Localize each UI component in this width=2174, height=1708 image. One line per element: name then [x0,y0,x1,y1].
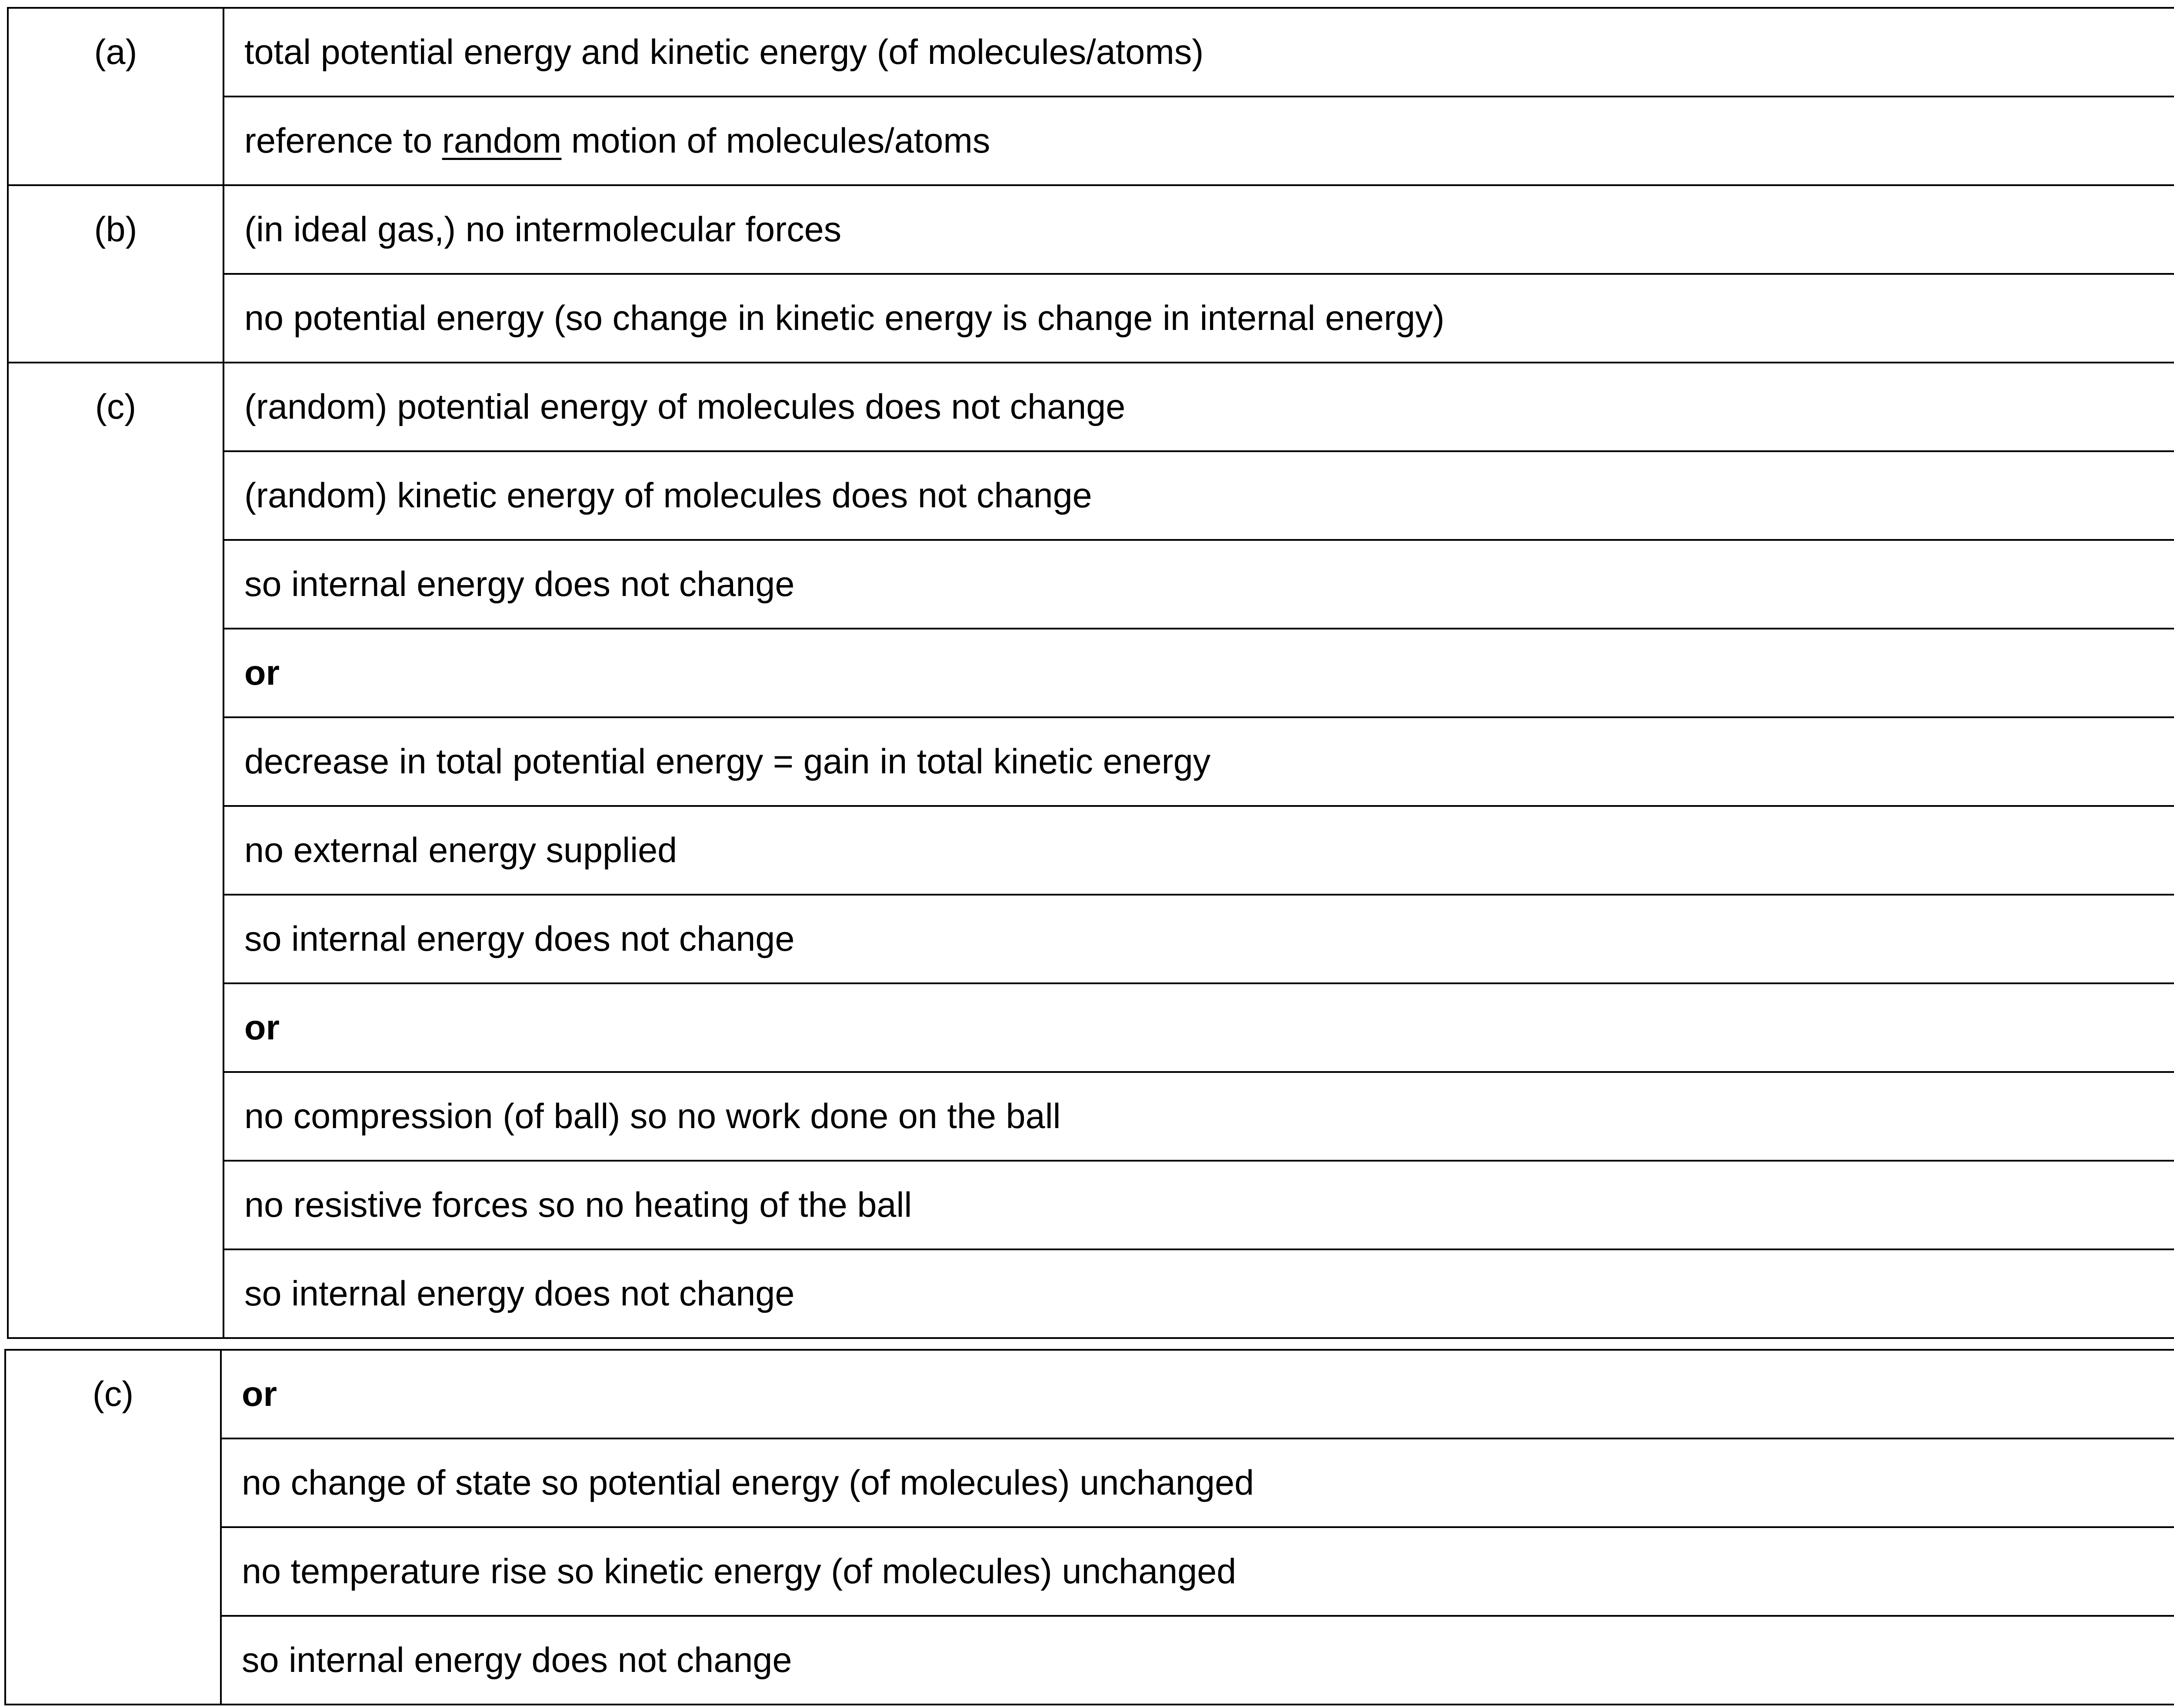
table-row [5,1527,2174,1616]
answer-text [223,97,2174,185]
table-row [8,983,2174,1072]
answer-text: (in ideal gas,) no intermolecular forces [223,185,2174,274]
part-label-c: (c) [8,363,223,1338]
table-row [5,1616,2174,1705]
answer-text: no change of state so potential energy (of molecules) unchanged [221,1438,2174,1527]
answer-text: no resistive forces so no heating of the ball [223,1161,2174,1249]
answer-text: no temperature rise so kinetic energy (of molecules) unchanged [221,1527,2174,1616]
table-row [5,1350,2174,1438]
table-row [8,1072,2174,1161]
or-separator: or [223,629,2174,717]
mark-scheme-table-continued [4,1349,2174,1705]
answer-text: so internal energy does not change [223,1249,2174,1338]
table-row [8,185,2174,274]
table-row [8,717,2174,806]
answer-text: no potential energy (so change in kinetic energy is change in internal energy) [223,274,2174,363]
table-row [8,8,2174,97]
answer-text: (random) potential energy of molecules does not change [223,363,2174,451]
answer-text: so internal energy does not change [223,540,2174,629]
answer-text: (random) kinetic energy of molecules does not change [223,451,2174,540]
table-row [8,895,2174,983]
answer-text: total potential energy and kinetic energy (of molecules/atoms) [223,8,2174,97]
answer-text-after: motion of molecules/atoms [561,121,990,160]
answer-text: so internal energy does not change [223,895,2174,983]
table-row [8,806,2174,895]
table-row [8,97,2174,185]
answer-text: so internal energy does not change [221,1616,2174,1705]
answer-text: no external energy supplied [223,806,2174,895]
mark-scheme-table [7,7,2174,1339]
answer-text: no compression (of ball) so no work done on the ball [223,1072,2174,1161]
answer-text: decrease in total potential energy = gain in total kinetic energy [223,717,2174,806]
table-row [8,629,2174,717]
underlined-word: random [442,121,562,160]
answer-text-before: reference to [244,121,442,160]
table-row [8,1161,2174,1249]
table-row [8,363,2174,451]
table-row [8,451,2174,540]
part-label-c: (c) [5,1350,221,1705]
or-separator: or [221,1350,2174,1438]
table-row [8,274,2174,363]
part-label-a: (a) [8,8,223,185]
table-row [5,1438,2174,1527]
or-separator: or [223,983,2174,1072]
part-label-b: (b) [8,185,223,363]
table-row [8,540,2174,629]
table-row [8,1249,2174,1338]
